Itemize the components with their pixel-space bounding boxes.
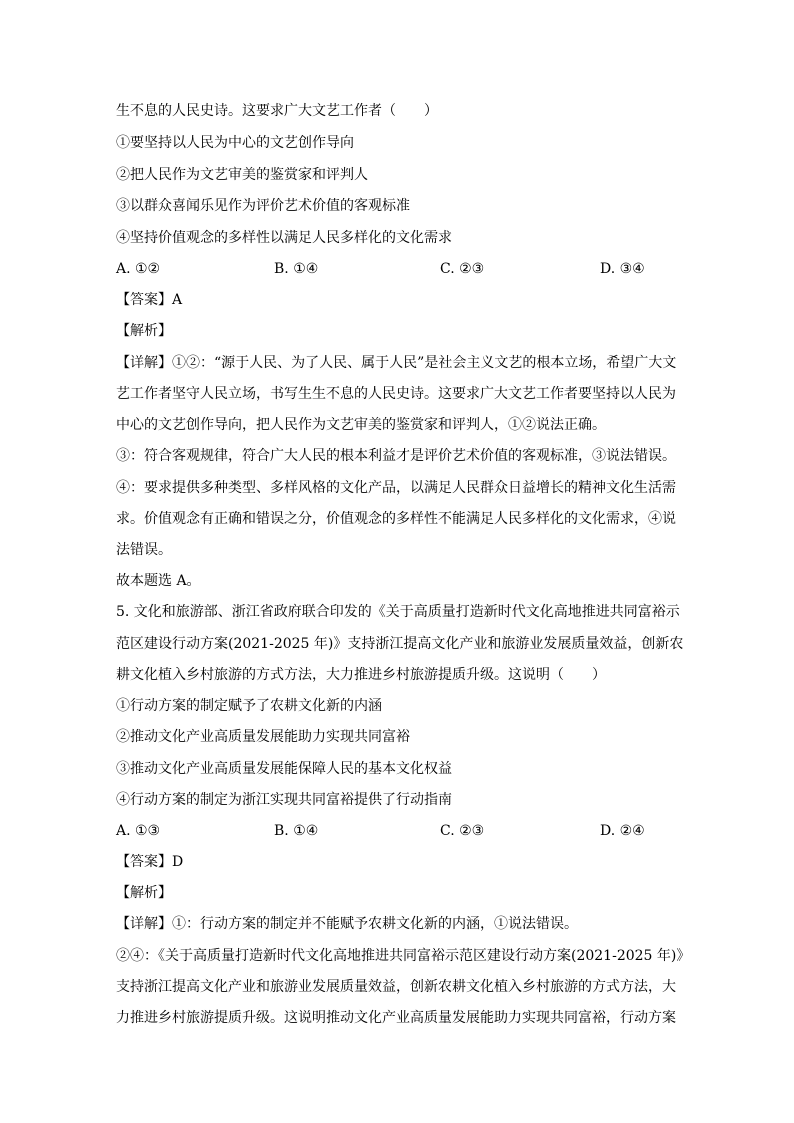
detail-line: 法错误。 <box>116 542 172 558</box>
option-d: D. ③④ <box>600 261 645 277</box>
option-a: A. ①② <box>116 261 161 277</box>
option-a: A. ①③ <box>116 823 161 839</box>
statement-4: ④坚持价值观念的多样性以满足人民多样化的文化需求 <box>116 230 452 246</box>
question-5-stem: 范区建设行动方案(2021-2025 年)》支持浙江提高文化产业和旅游业发展质量效益，创新农 <box>116 636 684 652</box>
statement-2: ②推动文化产业高质量发展能助力实现共同富裕 <box>116 729 410 745</box>
question-5-stem: 5. 文化和旅游部、浙江省政府联合印发的《关于高质量打造新时代文化高地推进共同富裕示 <box>116 604 680 620</box>
option-b: B. ①④ <box>274 261 319 277</box>
detail-line: ②④：《关于高质量打造新时代文化高地推进共同富裕示范区建设行动方案(2021-2025 年)》 <box>116 948 691 964</box>
statement-3: ③推动文化产业高质量发展能保障人民的基本文化权益 <box>116 761 452 777</box>
answer: 【答案】D <box>116 854 184 870</box>
detail-line: 力推进乡村旅游提质升级。这说明推动文化产业高质量发展能助力实现共同富裕，行动方案 <box>116 1010 676 1026</box>
option-d: D. ②④ <box>600 823 645 839</box>
option-c: C. ②③ <box>440 261 485 277</box>
detail-line: ③：符合客观规律，符合广大人民的根本利益才是评价艺术价值的客观标准，③说法错误。 <box>116 448 676 464</box>
statement-4: ④行动方案的制定为浙江实现共同富裕提供了行动指南 <box>116 792 452 808</box>
analysis-label: 【解析】 <box>116 885 172 901</box>
option-b: B. ①④ <box>274 823 319 839</box>
detail-line: 【详解】①：行动方案的制定并不能赋予农耕文化新的内涵，①说法错误。 <box>116 916 578 932</box>
detail-line: 中心的文艺创作导向，把人民作为文艺审美的鉴赏家和评判人，①②说法正确。 <box>116 417 606 433</box>
detail-line: 【详解】①②：“源于人民、为了人民、属于人民”是社会主义文艺的根本立场，希望广大文 <box>116 355 677 371</box>
detail-line: 艺工作者坚守人民立场，书写生生不息的人民史诗。这要求广大文艺工作者要坚持以人民为 <box>116 386 676 402</box>
answer: 【答案】A <box>116 292 183 308</box>
statement-2: ②把人民作为文艺审美的鉴赏家和评判人 <box>116 167 368 183</box>
conclusion: 故本题选 A。 <box>116 573 201 589</box>
option-c: C. ②③ <box>440 823 485 839</box>
statement-3: ③以群众喜闻乐见作为评价艺术价值的客观标准 <box>116 198 410 214</box>
analysis-label: 【解析】 <box>116 323 172 339</box>
question-stem-end: 生不息的人民史诗。这要求广大文艺工作者（ ） <box>116 103 438 119</box>
detail-line: 求。价值观念有正确和错误之分，价值观念的多样性不能满足人民多样化的文化需求，④说 <box>116 511 676 527</box>
statement-1: ①要坚持以人民为中心的文艺创作导向 <box>116 135 354 151</box>
detail-line: 支持浙江提高文化产业和旅游业发展质量效益，创新农耕文化植入乡村旅游的方式方法，大 <box>116 979 676 995</box>
detail-line: ④：要求提供多种类型、多样风格的文化产品，以满足人民群众日益增长的精神文化生活需 <box>116 480 676 496</box>
question-5-stem: 耕文化植入乡村旅游的方式方法，大力推进乡村旅游提质升级。这说明（ ） <box>116 667 606 683</box>
statement-1: ①行动方案的制定赋予了农耕文化新的内涵 <box>116 698 382 714</box>
